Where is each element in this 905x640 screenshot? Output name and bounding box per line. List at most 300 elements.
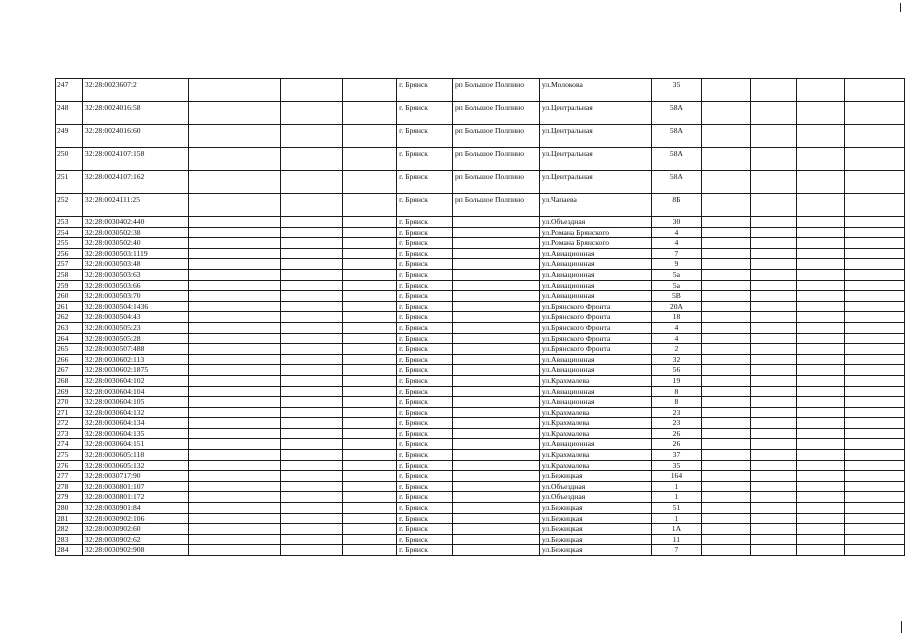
- settlement-cell: [452, 471, 539, 482]
- house-number-cell: 32: [651, 354, 702, 365]
- empty-cell: [342, 301, 397, 312]
- table-row: [56, 481, 905, 492]
- house-number-cell: 23: [651, 418, 702, 429]
- empty-cell: [845, 259, 905, 270]
- settlement-cell: [452, 344, 539, 355]
- row-number-cell: 278: [56, 481, 83, 492]
- empty-cell: [750, 386, 796, 397]
- empty-cell: [280, 545, 342, 556]
- city-cell: г. Брянск: [397, 194, 453, 217]
- city-cell: г. Брянск: [397, 125, 453, 148]
- cadastral-number-cell: 32:28:0030801:172: [82, 492, 188, 503]
- house-number-cell: 8Б: [651, 194, 702, 217]
- empty-cell: [342, 428, 397, 439]
- empty-cell: [845, 471, 905, 482]
- cadastral-number-cell: 32:28:0030505:23: [82, 322, 188, 333]
- settlement-cell: [452, 248, 539, 259]
- empty-cell: [188, 248, 280, 259]
- street-cell: ул.Авиационная: [539, 354, 651, 365]
- empty-cell: [188, 194, 280, 217]
- house-number-cell: 18: [651, 312, 702, 323]
- row-number-cell: 274: [56, 439, 83, 450]
- settlement-cell: [452, 333, 539, 344]
- empty-cell: [750, 344, 796, 355]
- empty-cell: [750, 397, 796, 408]
- empty-cell: [796, 397, 845, 408]
- settlement-cell: рп Большое Полпино: [452, 171, 539, 194]
- cadastral-number-cell: 32:28:0030604:104: [82, 386, 188, 397]
- cadastral-number-cell: 32:28:0030502:38: [82, 227, 188, 238]
- empty-cell: [342, 79, 397, 102]
- street-cell: ул.Бежицкая: [539, 534, 651, 545]
- empty-cell: [342, 481, 397, 492]
- house-number-cell: 19: [651, 375, 702, 386]
- empty-cell: [702, 269, 751, 280]
- empty-cell: [342, 259, 397, 270]
- house-number-cell: 35: [651, 79, 702, 102]
- house-number-cell: 26: [651, 439, 702, 450]
- table-row: [56, 418, 905, 429]
- empty-cell: [845, 460, 905, 471]
- empty-cell: [702, 397, 751, 408]
- row-number-cell: 250: [56, 148, 83, 171]
- empty-cell: [845, 125, 905, 148]
- empty-cell: [750, 291, 796, 302]
- empty-cell: [702, 481, 751, 492]
- empty-cell: [188, 322, 280, 333]
- cadastral-number-cell: 32:28:0030605:118: [82, 450, 188, 461]
- empty-cell: [702, 439, 751, 450]
- empty-cell: [796, 125, 845, 148]
- empty-cell: [845, 333, 905, 344]
- empty-cell: [702, 503, 751, 514]
- empty-cell: [188, 301, 280, 312]
- empty-cell: [342, 397, 397, 408]
- empty-cell: [845, 365, 905, 376]
- settlement-cell: [452, 481, 539, 492]
- empty-cell: [280, 534, 342, 545]
- row-number-cell: 261: [56, 301, 83, 312]
- table-row: [56, 312, 905, 323]
- empty-cell: [750, 492, 796, 503]
- cadastral-number-cell: 32:28:0024016:60: [82, 125, 188, 148]
- street-cell: ул.Центральная: [539, 171, 651, 194]
- empty-cell: [342, 280, 397, 291]
- empty-cell: [796, 217, 845, 228]
- empty-cell: [188, 259, 280, 270]
- empty-cell: [188, 227, 280, 238]
- empty-cell: [342, 269, 397, 280]
- row-number-cell: 254: [56, 227, 83, 238]
- settlement-cell: [452, 492, 539, 503]
- empty-cell: [845, 248, 905, 259]
- empty-cell: [845, 79, 905, 102]
- cadastral-number-cell: 32:28:0030604:151: [82, 439, 188, 450]
- table-row: [56, 492, 905, 503]
- street-cell: ул.Объездная: [539, 492, 651, 503]
- row-number-cell: 258: [56, 269, 83, 280]
- house-number-cell: 2: [651, 344, 702, 355]
- empty-cell: [796, 259, 845, 270]
- empty-cell: [796, 460, 845, 471]
- settlement-cell: [452, 269, 539, 280]
- empty-cell: [342, 418, 397, 429]
- empty-cell: [796, 481, 845, 492]
- empty-cell: [280, 194, 342, 217]
- empty-cell: [188, 238, 280, 249]
- empty-cell: [702, 375, 751, 386]
- city-cell: г. Брянск: [397, 428, 453, 439]
- empty-cell: [188, 428, 280, 439]
- cadastral-number-cell: 32:28:0030604:132: [82, 407, 188, 418]
- empty-cell: [188, 375, 280, 386]
- empty-cell: [796, 79, 845, 102]
- empty-cell: [280, 365, 342, 376]
- table-row: [56, 148, 905, 171]
- empty-cell: [342, 386, 397, 397]
- empty-cell: [280, 524, 342, 535]
- empty-cell: [280, 492, 342, 503]
- cadastral-number-cell: 32:28:0030604:135: [82, 428, 188, 439]
- empty-cell: [845, 322, 905, 333]
- empty-cell: [188, 148, 280, 171]
- empty-cell: [845, 291, 905, 302]
- empty-cell: [280, 471, 342, 482]
- row-number-cell: 269: [56, 386, 83, 397]
- empty-cell: [188, 418, 280, 429]
- empty-cell: [702, 102, 751, 125]
- empty-cell: [188, 102, 280, 125]
- empty-cell: [280, 301, 342, 312]
- empty-cell: [845, 428, 905, 439]
- empty-cell: [845, 492, 905, 503]
- empty-cell: [796, 301, 845, 312]
- city-cell: г. Брянск: [397, 238, 453, 249]
- street-cell: ул.Авиационная: [539, 259, 651, 270]
- street-cell: ул.Брянского Фронта: [539, 301, 651, 312]
- table-row: [56, 238, 905, 249]
- house-number-cell: 51: [651, 503, 702, 514]
- street-cell: ул.Бежицкая: [539, 513, 651, 524]
- empty-cell: [796, 365, 845, 376]
- empty-cell: [796, 534, 845, 545]
- city-cell: г. Брянск: [397, 386, 453, 397]
- empty-cell: [342, 238, 397, 249]
- empty-cell: [280, 102, 342, 125]
- empty-cell: [188, 333, 280, 344]
- empty-cell: [750, 125, 796, 148]
- empty-cell: [702, 333, 751, 344]
- row-number-cell: 271: [56, 407, 83, 418]
- table-row: [56, 534, 905, 545]
- street-cell: ул.Бежицкая: [539, 471, 651, 482]
- street-cell: ул.Брянского Фронта: [539, 344, 651, 355]
- empty-cell: [342, 450, 397, 461]
- empty-cell: [280, 428, 342, 439]
- city-cell: г. Брянск: [397, 148, 453, 171]
- house-number-cell: 56: [651, 365, 702, 376]
- empty-cell: [750, 365, 796, 376]
- city-cell: г. Брянск: [397, 280, 453, 291]
- settlement-cell: [452, 386, 539, 397]
- empty-cell: [750, 322, 796, 333]
- empty-cell: [280, 439, 342, 450]
- table-row: [56, 375, 905, 386]
- empty-cell: [845, 407, 905, 418]
- settlement-cell: рп Большое Полпино: [452, 102, 539, 125]
- empty-cell: [188, 492, 280, 503]
- city-cell: г. Брянск: [397, 248, 453, 259]
- row-number-cell: 256: [56, 248, 83, 259]
- empty-cell: [796, 513, 845, 524]
- empty-cell: [280, 407, 342, 418]
- city-cell: г. Брянск: [397, 418, 453, 429]
- empty-cell: [280, 171, 342, 194]
- settlement-cell: [452, 545, 539, 556]
- table-row: [56, 125, 905, 148]
- city-cell: г. Брянск: [397, 301, 453, 312]
- cadastral-number-cell: 32:28:0030602:113: [82, 354, 188, 365]
- empty-cell: [750, 534, 796, 545]
- empty-cell: [796, 386, 845, 397]
- empty-cell: [702, 344, 751, 355]
- empty-cell: [796, 428, 845, 439]
- street-cell: ул.Авиационная: [539, 386, 651, 397]
- row-number-cell: 247: [56, 79, 83, 102]
- empty-cell: [750, 227, 796, 238]
- street-cell: ул.Авиационная: [539, 439, 651, 450]
- cadastral-number-cell: 32:28:0030507:488: [82, 344, 188, 355]
- empty-cell: [796, 194, 845, 217]
- table-row: [56, 365, 905, 376]
- empty-cell: [280, 125, 342, 148]
- empty-cell: [188, 354, 280, 365]
- empty-cell: [188, 280, 280, 291]
- house-number-cell: 30: [651, 217, 702, 228]
- empty-cell: [188, 365, 280, 376]
- row-number-cell: 255: [56, 238, 83, 249]
- empty-cell: [750, 102, 796, 125]
- empty-cell: [796, 269, 845, 280]
- empty-cell: [750, 524, 796, 535]
- empty-cell: [342, 354, 397, 365]
- empty-cell: [702, 492, 751, 503]
- street-cell: ул.Авиационная: [539, 365, 651, 376]
- empty-cell: [280, 418, 342, 429]
- house-number-cell: 20А: [651, 301, 702, 312]
- row-number-cell: 260: [56, 291, 83, 302]
- street-cell: ул.Центральная: [539, 148, 651, 171]
- settlement-cell: [452, 365, 539, 376]
- empty-cell: [845, 312, 905, 323]
- empty-cell: [188, 312, 280, 323]
- row-number-cell: 276: [56, 460, 83, 471]
- empty-cell: [188, 524, 280, 535]
- empty-cell: [188, 291, 280, 302]
- row-number-cell: 282: [56, 524, 83, 535]
- empty-cell: [188, 79, 280, 102]
- empty-cell: [845, 481, 905, 492]
- empty-cell: [750, 513, 796, 524]
- empty-cell: [796, 503, 845, 514]
- table-row: [56, 248, 905, 259]
- empty-cell: [280, 312, 342, 323]
- row-number-cell: 268: [56, 375, 83, 386]
- table-row: [56, 79, 905, 102]
- empty-cell: [750, 333, 796, 344]
- cadastral-number-cell: 32:28:0030503:66: [82, 280, 188, 291]
- settlement-cell: [452, 418, 539, 429]
- row-number-cell: 257: [56, 259, 83, 270]
- table-row: [56, 194, 905, 217]
- empty-cell: [702, 301, 751, 312]
- empty-cell: [845, 354, 905, 365]
- empty-cell: [342, 217, 397, 228]
- row-number-cell: 265: [56, 344, 83, 355]
- cadastral-number-cell: 32:28:0030604:102: [82, 375, 188, 386]
- table-row: [56, 354, 905, 365]
- settlement-cell: [452, 439, 539, 450]
- settlement-cell: [452, 291, 539, 302]
- table-row: [56, 259, 905, 270]
- settlement-cell: [452, 375, 539, 386]
- row-number-cell: 277: [56, 471, 83, 482]
- house-number-cell: 1: [651, 513, 702, 524]
- cadastral-number-cell: 32:28:0030502:40: [82, 238, 188, 249]
- cadastral-number-cell: 32:28:0023607:2: [82, 79, 188, 102]
- table-row: [56, 397, 905, 408]
- empty-cell: [845, 418, 905, 429]
- house-number-cell: 5В: [651, 291, 702, 302]
- empty-cell: [342, 227, 397, 238]
- empty-cell: [280, 503, 342, 514]
- empty-cell: [796, 375, 845, 386]
- empty-cell: [280, 460, 342, 471]
- street-cell: ул.Бежицкая: [539, 524, 651, 535]
- table-row: [56, 439, 905, 450]
- settlement-cell: [452, 280, 539, 291]
- empty-cell: [750, 312, 796, 323]
- row-number-cell: 266: [56, 354, 83, 365]
- city-cell: г. Брянск: [397, 79, 453, 102]
- empty-cell: [750, 481, 796, 492]
- row-number-cell: 273: [56, 428, 83, 439]
- city-cell: г. Брянск: [397, 397, 453, 408]
- house-number-cell: 164: [651, 471, 702, 482]
- table-row: [56, 450, 905, 461]
- table-row: [56, 513, 905, 524]
- house-number-cell: 1: [651, 481, 702, 492]
- cadastral-number-cell: 32:28:0024107:162: [82, 171, 188, 194]
- empty-cell: [188, 534, 280, 545]
- empty-cell: [342, 125, 397, 148]
- house-number-cell: 9: [651, 259, 702, 270]
- empty-cell: [280, 333, 342, 344]
- empty-cell: [796, 322, 845, 333]
- house-number-cell: 4: [651, 333, 702, 344]
- street-cell: ул.Брянского Фронта: [539, 333, 651, 344]
- empty-cell: [750, 418, 796, 429]
- cadastral-registry-table: [55, 78, 905, 556]
- empty-cell: [280, 238, 342, 249]
- empty-cell: [342, 333, 397, 344]
- empty-cell: [188, 481, 280, 492]
- empty-cell: [750, 259, 796, 270]
- table-row: [56, 322, 905, 333]
- empty-cell: [702, 407, 751, 418]
- city-cell: г. Брянск: [397, 344, 453, 355]
- row-number-cell: 284: [56, 545, 83, 556]
- cadastral-number-cell: 32:28:0030902:62: [82, 534, 188, 545]
- settlement-cell: [452, 534, 539, 545]
- table-row: [56, 386, 905, 397]
- empty-cell: [342, 248, 397, 259]
- cadastral-number-cell: 32:28:0030717:90: [82, 471, 188, 482]
- empty-cell: [702, 194, 751, 217]
- settlement-cell: рп Большое Полпино: [452, 194, 539, 217]
- empty-cell: [750, 407, 796, 418]
- cadastral-number-cell: 32:28:0024111:25: [82, 194, 188, 217]
- street-cell: ул.Авиационная: [539, 397, 651, 408]
- empty-cell: [796, 238, 845, 249]
- empty-cell: [845, 375, 905, 386]
- empty-cell: [702, 248, 751, 259]
- city-cell: г. Брянск: [397, 492, 453, 503]
- street-cell: ул.Крахмалева: [539, 428, 651, 439]
- table-row: [56, 344, 905, 355]
- empty-cell: [845, 171, 905, 194]
- house-number-cell: 37: [651, 450, 702, 461]
- empty-cell: [702, 259, 751, 270]
- house-number-cell: 4: [651, 322, 702, 333]
- empty-cell: [342, 365, 397, 376]
- house-number-cell: 5а: [651, 280, 702, 291]
- cadastral-number-cell: 32:28:0030503:1119: [82, 248, 188, 259]
- settlement-cell: [452, 259, 539, 270]
- table-row: [56, 280, 905, 291]
- street-cell: ул.Брянского Фронта: [539, 312, 651, 323]
- empty-cell: [796, 439, 845, 450]
- empty-cell: [342, 322, 397, 333]
- empty-cell: [796, 344, 845, 355]
- empty-cell: [845, 227, 905, 238]
- empty-cell: [342, 194, 397, 217]
- house-number-cell: 58А: [651, 171, 702, 194]
- settlement-cell: [452, 312, 539, 323]
- table-row: [56, 217, 905, 228]
- table-row: [56, 503, 905, 514]
- street-cell: ул.Брянского Фронта: [539, 322, 651, 333]
- empty-cell: [342, 524, 397, 535]
- registry-body: [56, 79, 905, 556]
- empty-cell: [702, 291, 751, 302]
- empty-cell: [845, 217, 905, 228]
- empty-cell: [188, 217, 280, 228]
- empty-cell: [342, 171, 397, 194]
- empty-cell: [702, 280, 751, 291]
- settlement-cell: [452, 407, 539, 418]
- row-number-cell: 272: [56, 418, 83, 429]
- table-row: [56, 471, 905, 482]
- empty-cell: [702, 312, 751, 323]
- empty-cell: [702, 227, 751, 238]
- city-cell: г. Брянск: [397, 102, 453, 125]
- city-cell: г. Брянск: [397, 269, 453, 280]
- street-cell: ул.Объездная: [539, 217, 651, 228]
- settlement-cell: [452, 322, 539, 333]
- empty-cell: [280, 375, 342, 386]
- cadastral-number-cell: 32:28:0030504:1436: [82, 301, 188, 312]
